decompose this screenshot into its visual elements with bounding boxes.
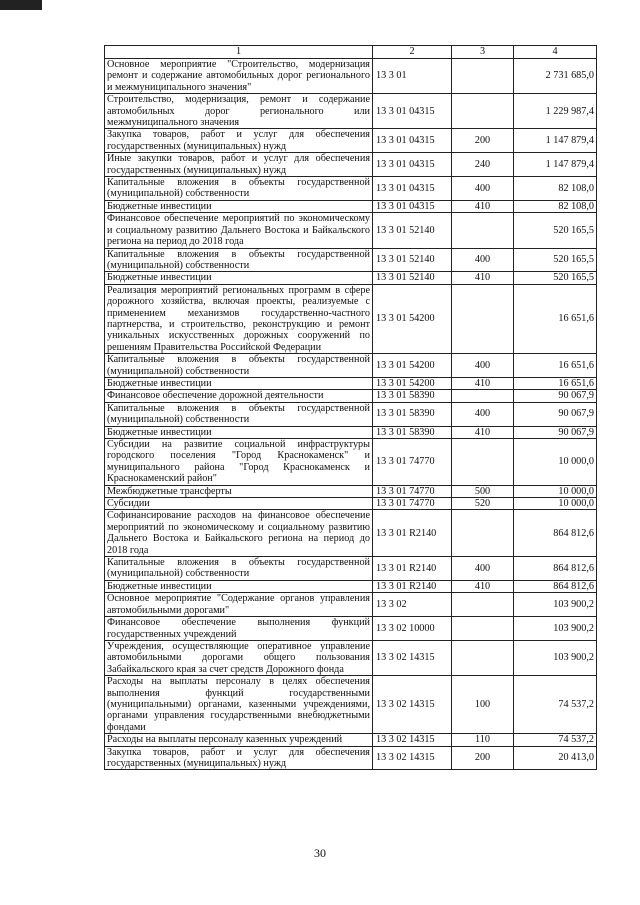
row-code-cell: 13 3 01 04315 [373, 200, 452, 212]
row-code-cell: 13 3 02 14315 [373, 746, 452, 770]
row-amount-cell: 1 147 879,4 [514, 129, 597, 153]
row-code-cell: 13 3 01 R2140 [373, 510, 452, 557]
row-expense-type-cell: 240 [452, 153, 514, 177]
row-name-cell: Расходы на выплаты персоналу в целях обеспечения выполнения функций государственными (муниципальными) органами, казенными учреждениями, органами управления государственными внебюджетными фондами [105, 676, 373, 734]
table-row [105, 153, 597, 177]
row-amount-cell: 20 413,0 [514, 746, 597, 770]
row-amount-cell: 864 812,6 [514, 510, 597, 557]
row-expense-type-cell: 500 [452, 485, 514, 497]
row-name-cell: Софинансирование расходов на финансовое обеспечение мероприятий по экономическому и социальному развитию Дальнего Востока и Байкальского региона на период до 2018 года [105, 510, 373, 557]
row-amount-cell: 82 108,0 [514, 177, 597, 201]
table-body [105, 59, 597, 770]
header-col-4: 4 [514, 46, 597, 59]
row-expense-type-cell: 410 [452, 377, 514, 389]
row-code-cell: 13 3 02 [373, 593, 452, 617]
row-amount-cell: 74 537,2 [514, 676, 597, 734]
row-amount-cell: 90 067,9 [514, 402, 597, 426]
document-page [104, 45, 596, 770]
table-row [105, 200, 597, 212]
row-amount-cell: 10 000,0 [514, 485, 597, 497]
row-code-cell: 13 3 01 74770 [373, 498, 452, 510]
table-row [105, 485, 597, 497]
row-code-cell: 13 3 01 52140 [373, 272, 452, 284]
row-amount-cell: 520 165,5 [514, 213, 597, 248]
row-expense-type-cell [452, 213, 514, 248]
row-name-cell: Капитальные вложения в объекты государственной (муниципальной) собственности [105, 557, 373, 581]
table-row [105, 439, 597, 486]
row-code-cell: 13 3 01 52140 [373, 213, 452, 248]
table-row [105, 402, 597, 426]
row-expense-type-cell: 400 [452, 557, 514, 581]
table-row [105, 498, 597, 510]
row-expense-type-cell: 410 [452, 580, 514, 592]
table-row [105, 94, 597, 129]
table-row [105, 129, 597, 153]
table-header-row [105, 46, 597, 59]
row-expense-type-cell: 400 [452, 402, 514, 426]
row-code-cell: 13 3 02 14315 [373, 640, 452, 675]
row-expense-type-cell: 520 [452, 498, 514, 510]
row-code-cell: 13 3 01 R2140 [373, 557, 452, 581]
row-amount-cell: 2 731 685,0 [514, 59, 597, 94]
row-amount-cell: 16 651,6 [514, 354, 597, 378]
row-name-cell: Бюджетные инвестиции [105, 426, 373, 438]
row-amount-cell: 103 900,2 [514, 593, 597, 617]
table-row [105, 59, 597, 94]
row-name-cell: Финансовое обеспечение выполнения функций государственных учреждений [105, 617, 373, 641]
row-code-cell: 13 3 01 04315 [373, 177, 452, 201]
page-number: 30 [314, 846, 326, 860]
row-expense-type-cell: 410 [452, 200, 514, 212]
row-amount-cell: 74 537,2 [514, 734, 597, 746]
table-row [105, 377, 597, 389]
row-name-cell: Капитальные вложения в объекты государственной (муниципальной) собственности [105, 177, 373, 201]
header-col-3: 3 [452, 46, 514, 59]
table-row [105, 510, 597, 557]
row-amount-cell: 16 651,6 [514, 284, 597, 353]
row-amount-cell: 103 900,2 [514, 640, 597, 675]
table-row [105, 248, 597, 272]
row-expense-type-cell [452, 593, 514, 617]
header-col-2: 2 [373, 46, 452, 59]
row-name-cell: Финансовое обеспечение дорожной деятельности [105, 390, 373, 402]
row-expense-type-cell [452, 439, 514, 486]
row-name-cell: Субсидии на развитие социальной инфраструктуры городского поселения "Город Краснокаменск" и муниципального района "Город Краснокаменск и Краснокаменский район" [105, 439, 373, 486]
row-amount-cell: 90 067,9 [514, 390, 597, 402]
row-code-cell: 13 3 01 54200 [373, 377, 452, 389]
row-expense-type-cell [452, 284, 514, 353]
row-expense-type-cell: 200 [452, 129, 514, 153]
table-row [105, 284, 597, 353]
row-name-cell: Расходы на выплаты персоналу казенных учреждений [105, 734, 373, 746]
row-expense-type-cell [452, 640, 514, 675]
table-row [105, 426, 597, 438]
row-amount-cell: 520 165,5 [514, 248, 597, 272]
table-row [105, 213, 597, 248]
row-code-cell: 13 3 01 52140 [373, 248, 452, 272]
row-code-cell: 13 3 01 58390 [373, 426, 452, 438]
row-expense-type-cell: 400 [452, 248, 514, 272]
row-code-cell: 13 3 01 58390 [373, 402, 452, 426]
row-code-cell: 13 3 01 58390 [373, 390, 452, 402]
row-code-cell: 13 3 02 14315 [373, 676, 452, 734]
table-row [105, 617, 597, 641]
row-name-cell: Капитальные вложения в объекты государственной (муниципальной) собственности [105, 354, 373, 378]
table-row [105, 177, 597, 201]
row-amount-cell: 864 812,6 [514, 557, 597, 581]
row-expense-type-cell: 410 [452, 426, 514, 438]
row-amount-cell: 82 108,0 [514, 200, 597, 212]
row-code-cell: 13 3 01 04315 [373, 129, 452, 153]
table-row [105, 746, 597, 770]
row-expense-type-cell: 100 [452, 676, 514, 734]
row-expense-type-cell [452, 59, 514, 94]
row-expense-type-cell: 400 [452, 354, 514, 378]
row-name-cell: Строительство, модернизация, ремонт и содержание автомобильных дорог регионального или межмуниципального значения [105, 94, 373, 129]
table-row [105, 272, 597, 284]
row-amount-cell: 10 000,0 [514, 439, 597, 486]
row-name-cell: Бюджетные инвестиции [105, 580, 373, 592]
row-name-cell: Капитальные вложения в объекты государственной (муниципальной) собственности [105, 402, 373, 426]
row-name-cell: Бюджетные инвестиции [105, 272, 373, 284]
row-name-cell: Основное мероприятие "Строительство, модернизация ремонт и содержание автомобильных дорог регионального и межмуниципального значения" [105, 59, 373, 94]
row-name-cell: Капитальные вложения в объекты государственной (муниципальной) собственности [105, 248, 373, 272]
table-row [105, 640, 597, 675]
row-code-cell: 13 3 01 54200 [373, 284, 452, 353]
row-code-cell: 13 3 01 74770 [373, 439, 452, 486]
scan-corner-mark [0, 0, 42, 10]
table-row [105, 734, 597, 746]
table-row [105, 354, 597, 378]
row-code-cell: 13 3 02 14315 [373, 734, 452, 746]
row-code-cell: 13 3 01 R2140 [373, 580, 452, 592]
row-amount-cell: 103 900,2 [514, 617, 597, 641]
table-row [105, 557, 597, 581]
row-name-cell: Закупка товаров, работ и услуг для обеспечения государственных (муниципальных) нужд [105, 746, 373, 770]
row-expense-type-cell: 400 [452, 177, 514, 201]
row-code-cell: 13 3 02 10000 [373, 617, 452, 641]
row-expense-type-cell [452, 617, 514, 641]
budget-table [104, 45, 597, 770]
row-code-cell: 13 3 01 04315 [373, 94, 452, 129]
row-amount-cell: 1 147 879,4 [514, 153, 597, 177]
row-code-cell: 13 3 01 54200 [373, 354, 452, 378]
row-expense-type-cell [452, 510, 514, 557]
row-code-cell: 13 3 01 74770 [373, 485, 452, 497]
table-row [105, 676, 597, 734]
row-name-cell: Бюджетные инвестиции [105, 377, 373, 389]
table-row [105, 390, 597, 402]
row-name-cell: Закупка товаров, работ и услуг для обеспечения государственных (муниципальных) нужд [105, 129, 373, 153]
row-name-cell: Финансовое обеспечение мероприятий по экономическому и социальному развитию Дальнего Востока и Байкальского региона на период до 2018 года [105, 213, 373, 248]
row-name-cell: Учреждения, осуществляющие оперативное управление автомобильными дорогами общего пользования Забайкальского края за счет средств Дорожного фонда [105, 640, 373, 675]
row-name-cell: Межбюджетные трансферты [105, 485, 373, 497]
row-name-cell: Субсидии [105, 498, 373, 510]
row-name-cell: Реализация мероприятий региональных программ в сфере дорожного хозяйства, включая проекты, реализуемые с применением механизмов государственно-частного партнерства, и строительство, реконструкцию и ремонт уникальных искусственных дорожных сооружений по решениям Правительства Российской Федерации [105, 284, 373, 353]
row-amount-cell: 520 165,5 [514, 272, 597, 284]
row-expense-type-cell [452, 390, 514, 402]
row-code-cell: 13 3 01 04315 [373, 153, 452, 177]
row-name-cell: Основное мероприятие "Содержание органов управления автомобильными дорогами" [105, 593, 373, 617]
row-expense-type-cell: 200 [452, 746, 514, 770]
table-row [105, 593, 597, 617]
row-name-cell: Иные закупки товаров, работ и услуг для обеспечения государственных (муниципальных) нужд [105, 153, 373, 177]
row-amount-cell: 1 229 987,4 [514, 94, 597, 129]
row-expense-type-cell [452, 94, 514, 129]
row-code-cell: 13 3 01 [373, 59, 452, 94]
header-col-1: 1 [105, 46, 373, 59]
row-amount-cell: 16 651,6 [514, 377, 597, 389]
table-row [105, 580, 597, 592]
row-amount-cell: 864 812,6 [514, 580, 597, 592]
row-amount-cell: 90 067,9 [514, 426, 597, 438]
row-expense-type-cell: 110 [452, 734, 514, 746]
row-name-cell: Бюджетные инвестиции [105, 200, 373, 212]
row-expense-type-cell: 410 [452, 272, 514, 284]
row-amount-cell: 10 000,0 [514, 498, 597, 510]
